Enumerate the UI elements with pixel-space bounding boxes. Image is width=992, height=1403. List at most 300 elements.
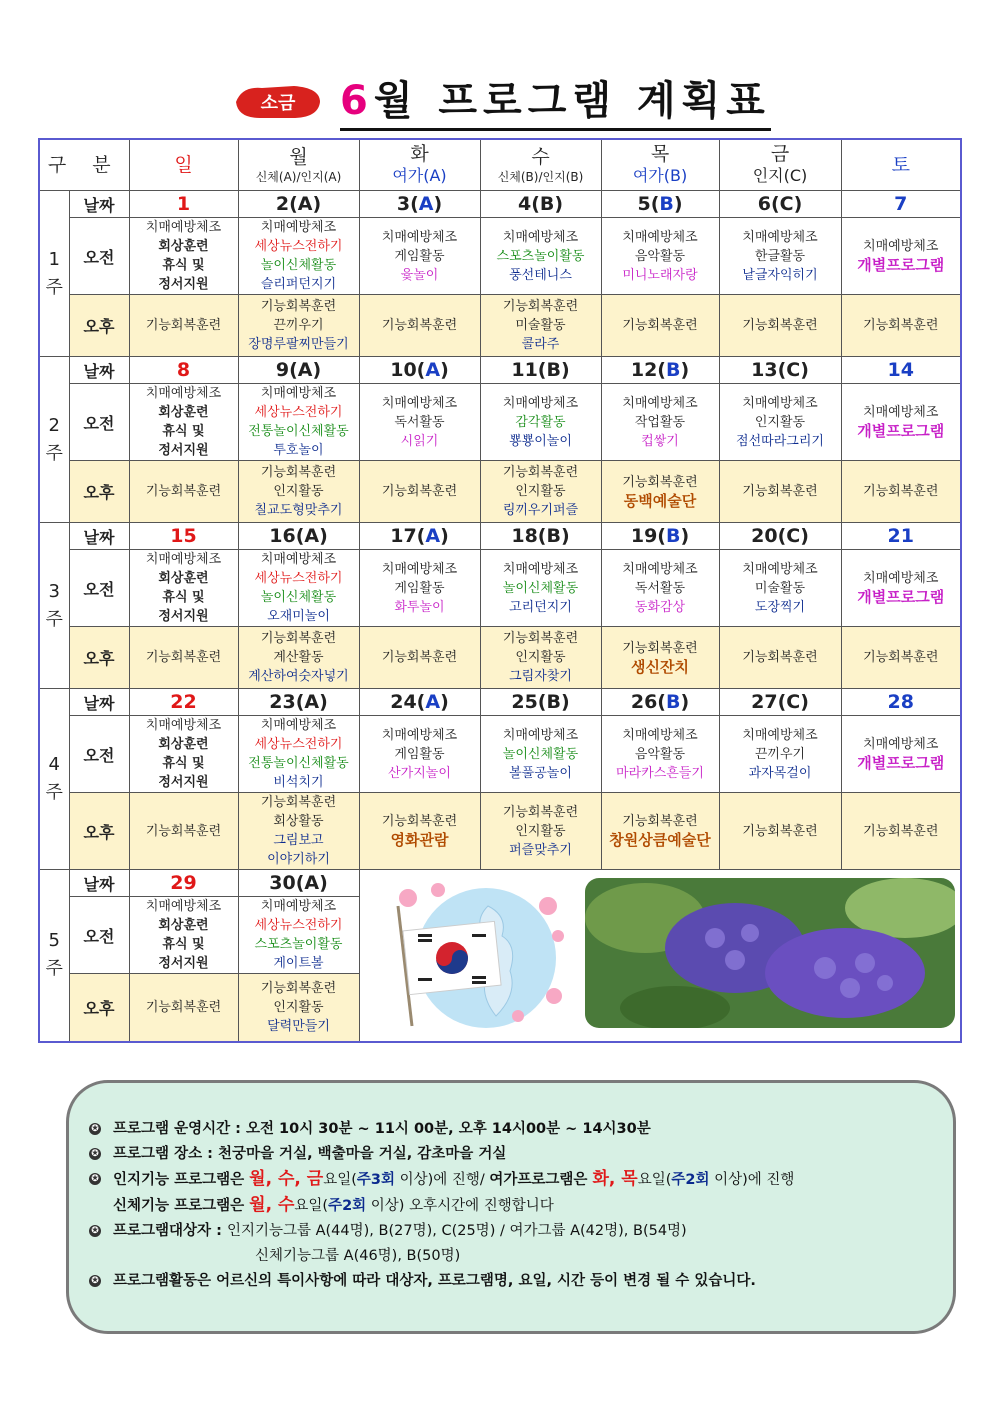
pm-activity-cell — [841, 627, 961, 689]
pm-activity-cell — [719, 793, 841, 870]
am-activity-cell — [480, 716, 601, 793]
activity-text: 독서활동 — [634, 580, 686, 596]
week-label — [39, 689, 69, 870]
activity-text: 정서지원 — [158, 775, 209, 790]
am-activity-cell — [129, 897, 238, 974]
week-number: 1 — [48, 248, 60, 270]
activity-text: 퍼즐맞추기 — [509, 842, 572, 858]
korea-flag-illustration — [368, 876, 578, 1034]
week-label — [39, 191, 69, 357]
activity-text: 세상뉴스전하기 — [254, 737, 343, 752]
activity-text: 이야기하기 — [267, 852, 330, 867]
week-suffix: 주 — [45, 276, 63, 298]
am-activity-cell — [359, 550, 480, 627]
activity-text: 마라카스흔들기 — [616, 765, 704, 781]
activity-text: 스포츠놀이활동 — [254, 937, 343, 952]
activity-text: 뿅뿅이놀이 — [509, 433, 572, 449]
activity-text: 치매예방체조 — [381, 395, 458, 411]
activity-text: 게이트볼 — [273, 956, 324, 971]
activity-text: 휴식 및 — [162, 258, 205, 273]
activity-text: 치매예방체조 — [863, 737, 939, 752]
pm-row — [39, 295, 961, 357]
week-number: 4 — [48, 754, 60, 775]
date-cell: 30(A) — [238, 870, 359, 897]
am-activity-cell — [129, 384, 238, 461]
activity-text: 기능회복훈련 — [145, 484, 222, 499]
am-activity-cell — [841, 716, 961, 793]
activity-text: 개별프로그램 — [857, 422, 945, 440]
activity-text: 기능회복훈련 — [742, 484, 818, 499]
am-activity-cell — [601, 218, 719, 295]
pm-activity-cell — [601, 793, 719, 870]
activity-text: 미술활동 — [754, 580, 806, 596]
bullet-icon: ✪ — [89, 1173, 101, 1185]
activity-text: 그림자찾기 — [509, 669, 572, 684]
date-cell: 11(B) — [480, 357, 601, 384]
activity-text: 인지활동 — [515, 650, 566, 665]
activity-text: 기능회복훈련 — [502, 631, 579, 646]
pm-activity-cell — [480, 627, 601, 689]
date-cell: 7 — [841, 191, 961, 218]
activity-text: 인지활동 — [515, 484, 566, 499]
header-row — [39, 139, 961, 191]
date-cell: 27(C) — [719, 689, 841, 716]
pm-activity-cell — [238, 793, 359, 870]
pm-activity-cell — [841, 793, 961, 870]
header-sun: 일 — [129, 139, 238, 191]
activity-text: 슬리퍼던지기 — [260, 277, 337, 292]
activity-text: 기능회복훈련 — [863, 650, 939, 665]
activity-text: 치매예방체조 — [742, 727, 818, 743]
am-activity-cell — [359, 218, 480, 295]
activity-text: 영화관람 — [390, 831, 449, 849]
activity-text: 치매예방체조 — [502, 395, 579, 411]
week-label — [39, 357, 69, 523]
week-suffix: 주 — [45, 442, 63, 464]
week-label — [39, 523, 69, 689]
title-area — [0, 76, 992, 136]
am-row — [39, 716, 961, 793]
date-row — [39, 191, 961, 218]
activity-text: 컵쌓기 — [641, 433, 679, 449]
pm-activity-cell — [480, 793, 601, 870]
activity-text: 치매예방체조 — [502, 229, 579, 245]
activity-text: 기능회복훈련 — [260, 465, 337, 480]
date-cell: 6(C) — [719, 191, 841, 218]
date-cell: 28 — [841, 689, 961, 716]
activity-text: 그림보고 — [273, 833, 324, 848]
activity-text: 치매예방체조 — [863, 405, 939, 420]
activity-text: 인지활동 — [273, 999, 324, 1015]
activity-text: 치매예방체조 — [742, 229, 818, 245]
activity-text: 치매예방체조 — [863, 239, 939, 254]
pm-activity-cell — [129, 974, 238, 1042]
activity-text: 치매예방체조 — [742, 395, 818, 411]
pm-activity-cell — [719, 295, 841, 357]
am-activity-cell — [359, 716, 480, 793]
date-cell: 16(A) — [238, 523, 359, 550]
activity-text: 치매예방체조 — [260, 718, 337, 733]
pm-activity-cell — [129, 461, 238, 523]
am-activity-cell — [841, 384, 961, 461]
am-activity-cell — [129, 218, 238, 295]
date-cell: 12(B) — [601, 357, 719, 384]
activity-text: 치매예방체조 — [863, 571, 939, 586]
activity-text: 회상훈련 — [158, 405, 209, 420]
svg-text:소금: 소금 — [260, 93, 296, 114]
activity-text: 치매예방체조 — [145, 220, 222, 235]
week-number: 3 — [48, 580, 60, 602]
date-row — [39, 523, 961, 550]
activity-text: 생신잔치 — [631, 657, 689, 676]
activity-text: 휴식 및 — [162, 756, 205, 771]
am-activity-cell — [238, 384, 359, 461]
pm-label: 오후 — [69, 295, 129, 357]
pm-activity-cell — [841, 295, 961, 357]
am-label: 오전 — [69, 716, 129, 793]
activity-text: 낱글자익히기 — [742, 267, 818, 283]
week-suffix: 주 — [45, 782, 63, 803]
activity-text: 기능회복훈련 — [260, 299, 337, 314]
schedule-table — [38, 138, 962, 1043]
am-activity-cell — [238, 716, 359, 793]
pm-activity-cell — [601, 627, 719, 689]
activity-text: 미니노래자랑 — [622, 267, 698, 283]
activity-text: 회상훈련 — [158, 918, 209, 933]
notice-item: 신체기능 프로그램은 월, 수요일(주2회 이상) 오후시간에 진행합니다 — [113, 1195, 554, 1215]
activity-text: 기능회복훈련 — [381, 484, 458, 499]
activity-text: 비석치기 — [273, 775, 324, 790]
activity-text: 기능회복훈련 — [502, 804, 579, 820]
activity-text: 기능회복훈련 — [381, 814, 458, 829]
date-label: 날짜 — [69, 357, 129, 384]
activity-text: 놀이신체활동 — [502, 746, 579, 762]
activity-text: 시읽기 — [400, 433, 439, 449]
pm-label: 오후 — [69, 627, 129, 689]
activity-text: 미술활동 — [515, 318, 566, 333]
date-cell: 21 — [841, 523, 961, 550]
date-cell: 22 — [129, 689, 238, 716]
date-cell: 23(A) — [238, 689, 359, 716]
am-activity-cell — [719, 716, 841, 793]
activity-text: 기능회복훈련 — [502, 299, 579, 314]
week-suffix: 주 — [45, 608, 63, 630]
pm-activity-cell — [238, 295, 359, 357]
am-label: 오전 — [69, 384, 129, 461]
am-activity-cell — [601, 384, 719, 461]
activity-text: 정서지원 — [158, 609, 209, 624]
pm-row — [39, 793, 961, 870]
am-activity-cell — [359, 384, 480, 461]
activity-text: 장명루팔찌만들기 — [248, 337, 349, 352]
date-cell: 18(B) — [480, 523, 601, 550]
am-label: 오전 — [69, 218, 129, 295]
header-tue: 화 여가(A) — [359, 139, 480, 191]
am-activity-cell — [719, 384, 841, 461]
activity-text: 기능회복훈련 — [381, 650, 458, 665]
activity-text: 독서활동 — [394, 414, 445, 430]
activity-text: 고리던지기 — [509, 599, 572, 615]
activity-text: 기능회복훈련 — [145, 999, 222, 1015]
activity-text: 놀이신체활동 — [260, 590, 337, 605]
date-row — [39, 689, 961, 716]
pm-activity-cell — [129, 627, 238, 689]
activity-text: 놀이신체활동 — [260, 258, 337, 273]
activity-text: 세상뉴스전하기 — [254, 405, 343, 420]
header-fri: 금 인지(C) — [719, 139, 841, 191]
activity-text: 기능회복훈련 — [145, 318, 222, 333]
pm-activity-cell — [129, 295, 238, 357]
date-cell: 5(B) — [601, 191, 719, 218]
activity-text: 풍선테니스 — [509, 267, 572, 283]
activity-text: 음악활동 — [634, 746, 686, 762]
activity-text: 치매예방체조 — [622, 229, 698, 245]
activity-text: 기능회복훈련 — [622, 318, 698, 333]
activity-text: 점선따라그리기 — [736, 433, 824, 449]
activity-text: 볼풀공놀이 — [509, 765, 572, 781]
pm-activity-cell — [238, 461, 359, 523]
activity-text: 산가지놀이 — [388, 765, 451, 781]
pm-activity-cell — [359, 461, 480, 523]
pm-activity-cell — [601, 295, 719, 357]
am-row — [39, 218, 961, 295]
date-label: 날짜 — [69, 689, 129, 716]
activity-text: 치매예방체조 — [145, 386, 222, 401]
date-label: 날짜 — [69, 191, 129, 218]
activity-text: 기능회복훈련 — [502, 465, 579, 480]
bullet-icon: ✪ — [89, 1275, 101, 1287]
activity-text: 링끼우기퍼즐 — [502, 503, 579, 518]
week-number: 5 — [48, 930, 60, 952]
activity-text: 동화감상 — [634, 599, 686, 615]
activity-text: 계산활동 — [273, 650, 324, 665]
header-wed: 수 신체(B)/인지(B) — [480, 139, 601, 191]
activity-text: 게임활동 — [394, 248, 445, 264]
am-activity-cell — [480, 218, 601, 295]
activity-text: 치매예방체조 — [145, 899, 222, 914]
activity-text: 도장찍기 — [754, 599, 806, 615]
am-activity-cell — [129, 716, 238, 793]
activity-text: 치매예방체조 — [260, 552, 337, 567]
activity-text: 정서지원 — [158, 277, 209, 292]
activity-text: 치매예방체조 — [622, 727, 698, 743]
activity-text: 한글활동 — [754, 248, 806, 264]
activity-text: 치매예방체조 — [381, 727, 458, 743]
activity-text: 치매예방체조 — [742, 561, 818, 577]
notice-item: 신체기능그룹 A(46명), B(50명) — [255, 1248, 461, 1264]
activity-text: 개별프로그램 — [857, 256, 945, 274]
activity-text: 기능회복훈련 — [622, 814, 698, 829]
activity-text: 끈끼우기 — [754, 746, 806, 762]
week-number: 2 — [48, 414, 60, 436]
activity-text: 윷놀이 — [400, 267, 439, 283]
activity-text: 오재미놀이 — [267, 609, 330, 624]
am-label: 오전 — [69, 897, 129, 974]
activity-text: 칠교도형맞추기 — [254, 503, 343, 518]
activity-text: 치매예방체조 — [260, 220, 337, 235]
date-label: 날짜 — [69, 870, 129, 897]
activity-text: 개별프로그램 — [857, 588, 945, 606]
activity-text: 치매예방체조 — [260, 386, 337, 401]
date-label: 날짜 — [69, 523, 129, 550]
activity-text: 스포츠놀이활동 — [496, 248, 585, 264]
activity-text: 동백예술단 — [623, 491, 697, 510]
activity-text: 기능회복훈련 — [260, 980, 337, 996]
am-activity-cell — [601, 716, 719, 793]
page-title: 6월 프로그램 계획표 — [340, 76, 771, 131]
activity-text: 인지활동 — [515, 823, 566, 839]
pm-activity-cell — [841, 461, 961, 523]
activity-text: 기능회복훈련 — [145, 650, 222, 665]
header-mon: 월 신체(A)/인지(A) — [238, 139, 359, 191]
activity-text: 세상뉴스전하기 — [254, 918, 343, 933]
activity-text: 기능회복훈련 — [622, 640, 698, 656]
logo-icon — [232, 82, 324, 122]
bullet-icon: ✪ — [89, 1225, 101, 1237]
activity-text: 기능회복훈련 — [863, 318, 939, 333]
pm-activity-cell — [359, 793, 480, 870]
activity-text: 인지활동 — [273, 484, 324, 499]
activity-text: 콜라주 — [521, 337, 560, 352]
activity-text: 치매예방체조 — [622, 395, 698, 411]
header-gubun: 구 분 — [39, 139, 129, 191]
date-cell: 1 — [129, 191, 238, 218]
activity-text: 투호놀이 — [273, 443, 324, 458]
pm-activity-cell — [601, 461, 719, 523]
activity-text: 기능회복훈련 — [145, 823, 222, 839]
date-cell: 29 — [129, 870, 238, 897]
pm-activity-cell — [719, 627, 841, 689]
activity-text: 회상훈련 — [158, 737, 209, 752]
activity-text: 치매예방체조 — [502, 727, 579, 743]
activity-text: 전통놀이신체활동 — [248, 424, 349, 439]
pm-row — [39, 627, 961, 689]
date-row — [39, 357, 961, 384]
activity-text: 치매예방체조 — [381, 229, 458, 245]
activity-text: 계산하여숫자넣기 — [248, 669, 349, 684]
date-cell: 3(A) — [359, 191, 480, 218]
bullet-icon: ✪ — [89, 1123, 101, 1135]
pm-activity-cell — [359, 295, 480, 357]
activity-text: 게임활동 — [394, 746, 445, 762]
activity-text: 휴식 및 — [162, 590, 205, 605]
date-cell: 20(C) — [719, 523, 841, 550]
activity-text: 회상훈련 — [158, 571, 209, 586]
am-activity-cell — [719, 218, 841, 295]
activity-text: 세상뉴스전하기 — [254, 239, 343, 254]
activity-text: 치매예방체조 — [145, 718, 222, 733]
pm-activity-cell — [129, 793, 238, 870]
activity-text: 치매예방체조 — [622, 561, 698, 577]
activity-text: 정서지원 — [158, 956, 209, 971]
date-cell: 26(B) — [601, 689, 719, 716]
pm-activity-cell — [719, 461, 841, 523]
activity-text: 감각활동 — [515, 414, 566, 430]
pm-row — [39, 461, 961, 523]
date-cell: 13(C) — [719, 357, 841, 384]
date-cell: 25(B) — [480, 689, 601, 716]
am-activity-cell — [480, 550, 601, 627]
activity-text: 기능회복훈련 — [742, 823, 818, 839]
header-thu: 목 여가(B) — [601, 139, 719, 191]
date-cell: 2(A) — [238, 191, 359, 218]
date-cell: 10(A) — [359, 357, 480, 384]
am-activity-cell — [480, 384, 601, 461]
date-cell: 15 — [129, 523, 238, 550]
pm-activity-cell — [238, 627, 359, 689]
date-cell: 4(B) — [480, 191, 601, 218]
decorative-images — [359, 870, 961, 1042]
week-label — [39, 870, 69, 1042]
header-sat: 토 — [841, 139, 961, 191]
activity-text: 치매예방체조 — [260, 899, 337, 914]
am-activity-cell — [238, 218, 359, 295]
activity-text: 작업활동 — [634, 414, 686, 430]
date-cell: 8 — [129, 357, 238, 384]
activity-text: 기능회복훈련 — [622, 474, 698, 490]
pm-activity-cell — [480, 295, 601, 357]
am-activity-cell — [129, 550, 238, 627]
activity-text: 게임활동 — [394, 580, 445, 596]
activity-text: 기능회복훈련 — [381, 318, 458, 333]
notice-item: ✪ 프로그램 운영시간 : 오전 10시 30분 ~ 11시 00분, 오후 14시00분 ~ 14시30분 — [89, 1117, 953, 1142]
activity-text: 기능회복훈련 — [863, 823, 939, 839]
notice-box — [66, 1080, 956, 1334]
activity-text: 기능회복훈련 — [863, 484, 939, 499]
activity-text: 창원상큼예술단 — [609, 831, 711, 849]
am-activity-cell — [238, 550, 359, 627]
am-activity-cell — [238, 897, 359, 974]
pm-label: 오후 — [69, 974, 129, 1042]
activity-text: 음악활동 — [634, 248, 686, 264]
pm-label: 오후 — [69, 461, 129, 523]
activity-text: 기능회복훈련 — [260, 795, 337, 810]
am-activity-cell — [601, 550, 719, 627]
date-cell: 9(A) — [238, 357, 359, 384]
notice-item: ✪ 프로그램활동은 어르신의 특이사항에 따라 대상자, 프로그램명, 요일, 시간 등이 변경 될 수 있습니다. — [89, 1269, 953, 1294]
notice-item: ✪ 프로그램 장소 : 천궁마을 거실, 백출마을 거실, 감초마을 거실 — [89, 1142, 953, 1167]
date-cell: 17(A) — [359, 523, 480, 550]
pm-activity-cell — [359, 627, 480, 689]
activity-text: 달력만들기 — [267, 1018, 330, 1034]
date-cell: 19(B) — [601, 523, 719, 550]
activity-text: 정서지원 — [158, 443, 209, 458]
activity-text: 치매예방체조 — [381, 561, 458, 577]
activity-text: 전통놀이신체활동 — [248, 756, 349, 771]
date-row — [39, 870, 961, 897]
date-cell: 14 — [841, 357, 961, 384]
pm-label: 오후 — [69, 793, 129, 870]
activity-text: 회상훈련 — [158, 239, 209, 254]
notice-item: ✪ 프로그램대상자 : 인지기능그룹 A(44명), B(27명), C(25명) / 여가그룹 A(42명), B(54명) — [89, 1219, 953, 1244]
activity-text: 세상뉴스전하기 — [254, 571, 343, 586]
activity-text: 끈끼우기 — [273, 318, 324, 333]
activity-text: 화투놀이 — [394, 599, 445, 615]
pm-activity-cell — [480, 461, 601, 523]
date-cell: 24(A) — [359, 689, 480, 716]
activity-text: 휴식 및 — [162, 937, 205, 952]
am-activity-cell — [841, 218, 961, 295]
activity-text: 치매예방체조 — [145, 552, 222, 567]
notice-item: ✪ 인지기능 프로그램은 월, 수, 금요일(주3회 이상)에 진행/ 여가프로그램은 화, 목요일(주2회 이상)에 진행 — [89, 1167, 953, 1193]
activity-text: 치매예방체조 — [502, 561, 579, 577]
activity-text: 인지활동 — [754, 414, 806, 430]
activity-text: 놀이신체활동 — [502, 580, 579, 596]
am-activity-cell — [719, 550, 841, 627]
activity-text: 기능회복훈련 — [742, 318, 818, 333]
am-activity-cell — [841, 550, 961, 627]
am-row — [39, 550, 961, 627]
